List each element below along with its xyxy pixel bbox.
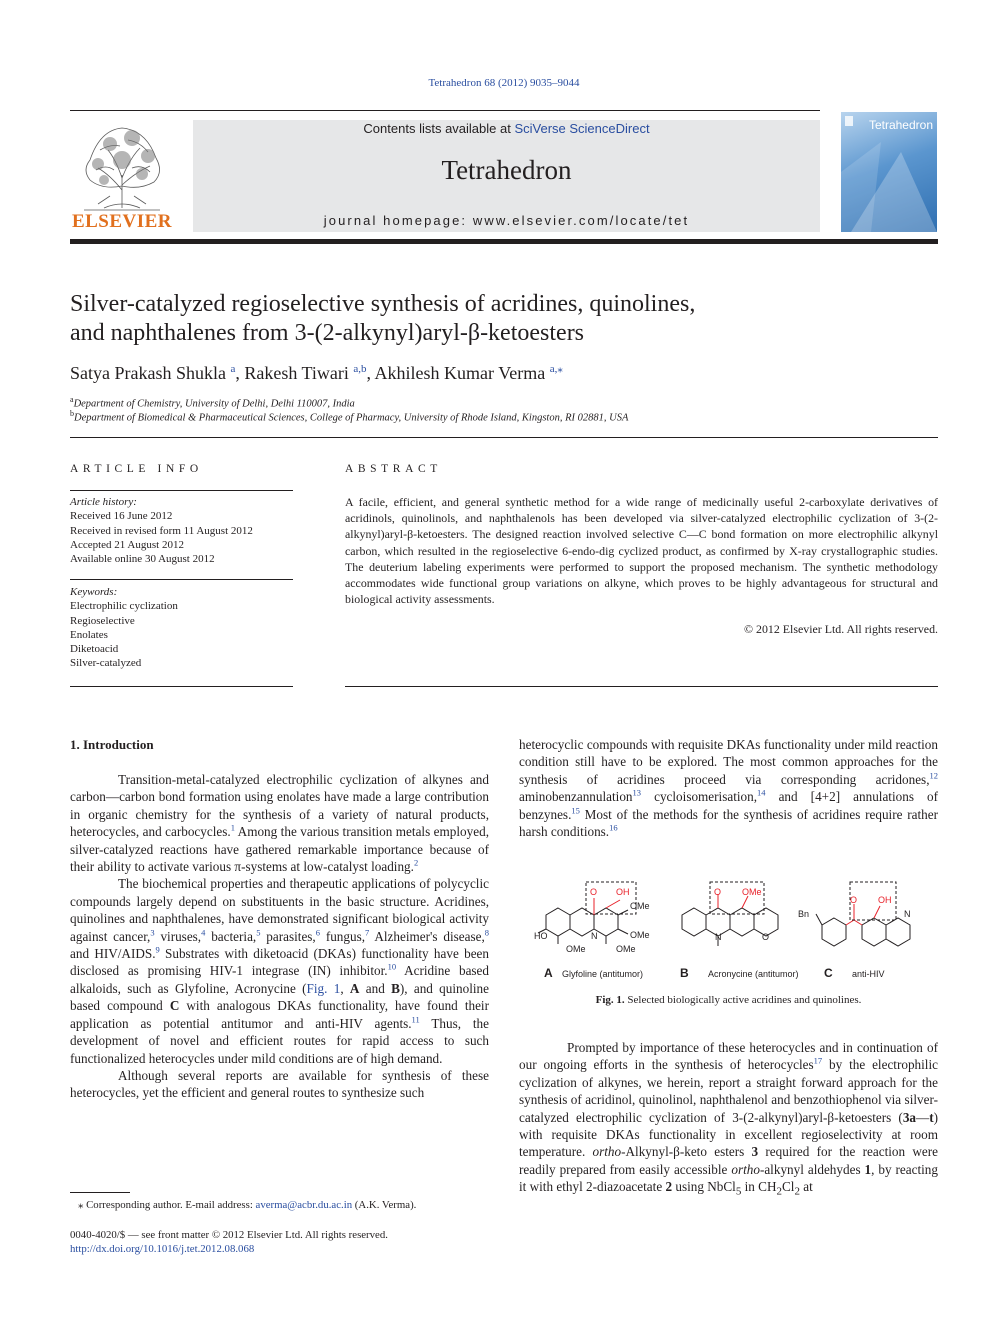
- atom-label: N: [904, 909, 911, 919]
- affiliation: [70, 409, 930, 424]
- keyword: Regioselective: [70, 614, 135, 627]
- atom-label: OMe: [616, 944, 636, 954]
- author-affil-sup[interactable]: a: [230, 363, 236, 375]
- author-name[interactable]: Satya Prakash Shukla: [70, 363, 226, 383]
- figure-label-B: B: [680, 966, 689, 980]
- journal-homepage[interactable]: journal homepage: www.elsevier.com/locate/tet: [323, 213, 690, 228]
- footnote-rule: [70, 1192, 130, 1193]
- atom-label: O: [762, 932, 770, 942]
- contents-prefix: Contents lists available at: [363, 121, 515, 136]
- journal-cover-image: [841, 112, 937, 232]
- structure-A-bonds: [538, 908, 628, 944]
- affil-sup: a: [70, 395, 74, 404]
- title-line-2: and naphthalenes from 3-(2-alkynyl)aryl-β-ketoesters: [70, 320, 585, 346]
- keywords-label: Keywords:: [70, 586, 118, 598]
- elsevier-wordmark: ELSEVIER: [71, 211, 173, 232]
- divider: [70, 686, 293, 687]
- author-email-link[interactable]: averma@acbr.du.ac.in: [255, 1199, 353, 1211]
- atom-label: O: [590, 887, 598, 897]
- intro-right-column-bottom: Prompted by importance of these heterocycles and in continuation of our ongoing efforts in the synthesis of heterocycles$^{17}$ by the electrophilic cyclization of alkynes, we herein, report a straight forward approach for the synthesis of acridinol, quinolinol, naphthalenol and benzothiophenol via silver-catalyzed electrophilic cyclization of 3-(2-alkynyl)aryl-β-ketoesters (3a—t) with requisite DKAs functionality in excellent regioselectivity at room temperature. ortho-Alkynyl-β-keto esters 3 required for the reaction were readily prepared from easily accessible ortho-alkynyl aldehydes 1, by reacting it with ethyl 2-diazoacetate 2 using NbCl$_5$ in $CH_2Cl_2$ at: [519, 1040, 938, 1198]
- intro-left-column: Transition-metal-catalyzed electrophilic cyclization of alkynes and carbon—carbon bond formation using enolates have made a large contribution in organic chemistry for the synthesis of a variety of natural products, heterocycles, and carbocycles.$^1$ Among the various transition metals employed, silver-catalyzed reactions have gathered remarkable importance because of their ability to activate various π-systems at low-catalyst loading.$^2$ The biochemical properties and therapeutic applications of polycyclic compounds largely depend on substituents in the basic structure. Acridines, quinolines and naphthalenes, have demonstrated significant biological activity against cancer,$^3$ viruses,$^4$ bacteria,$^5$ parasites,$^6$ fungus,$^7$ Alzheimer's disease,$^8$ and HIV/AIDS.$^9$ Substrates with diketoacid (DKAs) functionality have been disclosed as promising HIV-1 integrase (IN) inhibitor.$^{10}$ Acridine based alkaloids, such as Glyfoline, Acronycine (Fig. 1, A and B), and quinoline based compound C with analogous DKAs functionality, have found their application as potential antitumor and anti-HIV agents.$^{11}$ Thus, the development of novel and efficient routes for rapid access to such functionalized heterocycles under mild conditions are of high demand. Although several reports are available for synthesis of these heterocycles, yet the efficient and general routes to synthesize such: [70, 772, 490, 1101]
- footnote-after: (A.K. Verma).: [352, 1199, 417, 1211]
- figure-name-C: anti-HIV: [852, 969, 885, 979]
- atom-label: OMe: [742, 887, 762, 897]
- keywords: [70, 585, 293, 671]
- keyword: Diketoacid: [70, 643, 119, 656]
- author-name[interactable]: Rakesh Tiwari: [244, 363, 349, 383]
- figure-name-B: Acronycine (antitumor): [708, 969, 799, 979]
- sciencedirect-link[interactable]: SciVerse ScienceDirect: [514, 121, 650, 136]
- atom-label: Bn: [798, 909, 810, 919]
- history-item: Received 16 June 2012: [70, 510, 173, 523]
- divider: [70, 437, 938, 438]
- atom-label: O: [714, 887, 722, 897]
- author-list: Satya Prakash Shukla $^a$, Rakesh Tiwari $^{a,b}$, Akhilesh Kumar Verma $^{a,⁎}$: [70, 363, 563, 383]
- article-info-heading: ARTICLE INFO: [70, 463, 203, 475]
- journal-title: Tetrahedron: [441, 155, 572, 185]
- affiliation: [70, 395, 930, 410]
- abstract-text: A facile, efficient, and general synthetic method for a wide range of medicinally useful 2-carboxylate derivatives of acridinols, quinolinols, and naphthalenols has been developed via silver-catalyzed electrophilic cyclization of 3-(2-alkynyl)aryl-β-ketoesters. The designed reaction involved selective C—C bond formation on more electrophilic alkynyl carbon, which resulted in the regioselective 6-endo-dig cyclized product, as confirmed by X-ray crystallographic studies. The deuterium labeling experiments were performed to support the proposed mechanism. The synthetic methodology accommodates wide functional group variations on alkyne, which proves to be highly advantageous for structural and biological activity assessments.: [345, 495, 938, 607]
- atom-label: OH: [878, 895, 892, 905]
- journal-reference[interactable]: Tetrahedron 68 (2012) 9035–9044: [428, 77, 580, 89]
- article-history: [70, 495, 293, 566]
- section-heading-introduction: 1. Introduction: [70, 737, 154, 752]
- issn-line: 0040-4020/$ — see front matter © 2012 Elsevier Ltd. All rights reserved.: [70, 1229, 388, 1241]
- article-title: [70, 290, 930, 348]
- footnote-text: Corresponding author. E-mail address:: [83, 1199, 256, 1211]
- author-affil-sup[interactable]: a,⁎: [549, 363, 563, 375]
- atom-label: N: [715, 932, 722, 942]
- abstract-copyright: © 2012 Elsevier Ltd. All rights reserved.: [744, 622, 938, 636]
- caption-text: Selected biologically active acridines and quinolines.: [624, 994, 862, 1006]
- figure-name-A: Glyfoline (antitumor): [562, 969, 644, 979]
- affil-text: Department of Biomedical & Pharmaceutical Sciences, College of Pharmacy, University of Rhode Island, Kingston, RI 02881, USA: [74, 412, 629, 424]
- figure-1-structures: [530, 878, 930, 983]
- cover-title: Tetrahedron: [868, 118, 933, 132]
- history-item: Accepted 21 August 2012: [70, 538, 184, 551]
- atom-label: OMe: [566, 944, 586, 954]
- history-item: Available online 30 August 2012: [70, 553, 215, 566]
- doi-link[interactable]: http://dx.doi.org/10.1016/j.tet.2012.08.068: [70, 1243, 255, 1255]
- author-name[interactable]: Akhilesh Kumar Verma: [374, 363, 546, 383]
- atom-label: OMe: [630, 901, 650, 911]
- atom-label: OH: [616, 887, 630, 897]
- affil-text: Department of Chemistry, University of Delhi, Delhi 110007, India: [73, 398, 355, 410]
- figure-label-A: A: [544, 966, 553, 980]
- history-label: Article history:: [70, 496, 137, 508]
- affil-sup: b: [70, 409, 74, 418]
- corresponding-author-note: [78, 1198, 498, 1211]
- atom-label: O: [850, 895, 858, 905]
- header-rule: [70, 110, 820, 111]
- divider: [70, 579, 293, 580]
- atom-label: HO: [534, 931, 548, 941]
- caption-label[interactable]: Fig. 1.: [595, 994, 625, 1006]
- keyword: Silver-catalyzed: [70, 657, 142, 670]
- atom-label: N: [591, 931, 598, 941]
- figure-label-C: C: [824, 966, 833, 980]
- intro-right-column-top: heterocyclic compounds with requisite DKAs functionality under mild reaction condition still have to be explored. The most common approaches for the synthesis of acridines proceed via corresponding acridones,$^{12}$ aminobenzannulation$^{13}$ cycloisomerisation,$^{14}$ and [4+2] annulations of benzynes.$^{15}$ Most of the methods for the synthesis of acridines require rather harsh conditions.$^{16}$: [519, 737, 938, 840]
- keyword: Electrophilic cyclization: [70, 600, 178, 613]
- keyword: Enolates: [70, 628, 108, 641]
- atom-label: OMe: [630, 930, 650, 940]
- contents-line: [193, 121, 820, 136]
- footnote-star: ⁎: [78, 1199, 84, 1211]
- divider: [345, 686, 938, 687]
- history-item: Received in revised form 11 August 2012: [70, 524, 253, 537]
- title-line-1: Silver-catalyzed regioselective synthesis of acridines, quinolines,: [70, 291, 696, 317]
- figure-1-caption: [519, 994, 938, 1006]
- cover-graphic: [841, 112, 937, 232]
- abstract-heading: ABSTRACT: [345, 463, 442, 475]
- header-thick-rule: [70, 239, 938, 244]
- divider: [70, 490, 293, 491]
- author-affil-sup[interactable]: a,b: [353, 363, 367, 375]
